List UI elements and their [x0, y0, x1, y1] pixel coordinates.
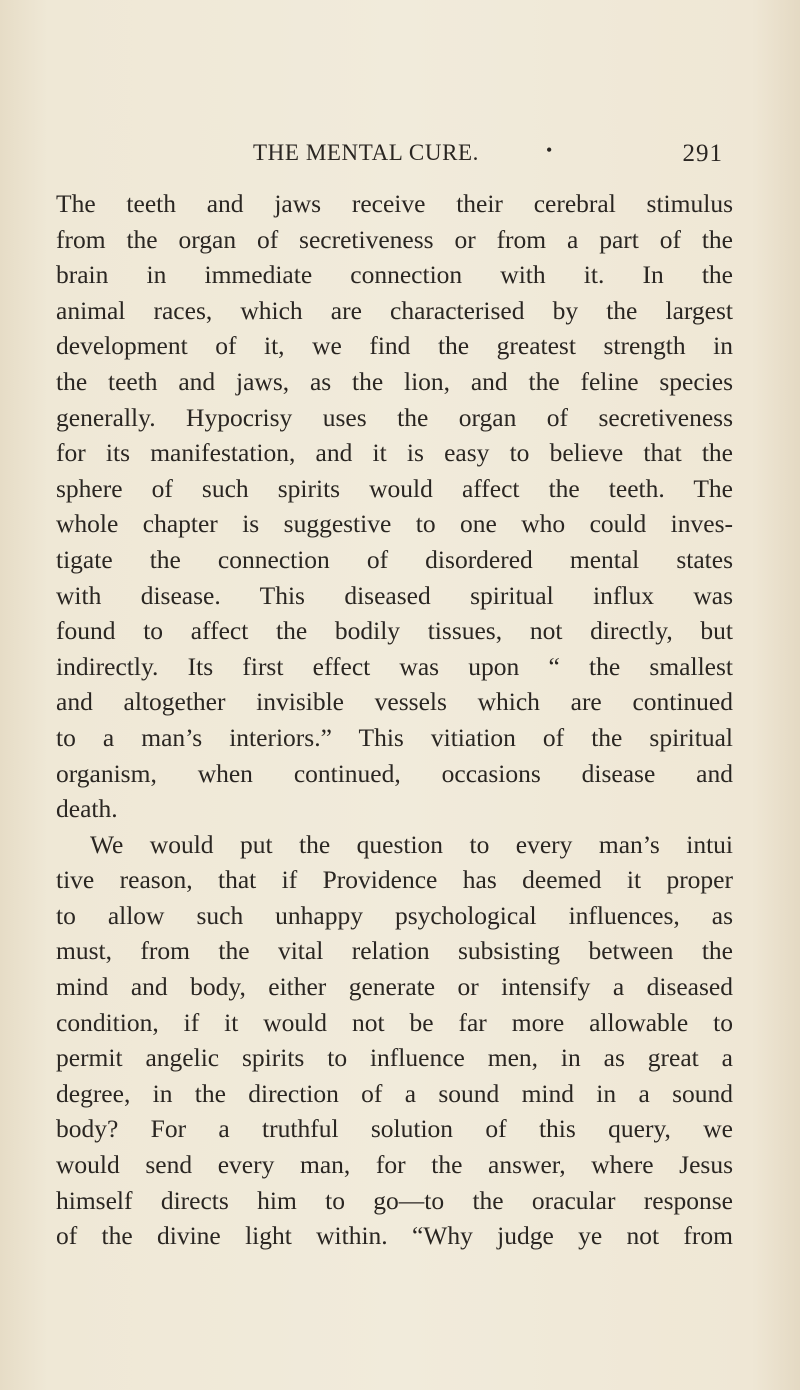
text-line: for its manifestation, and it is easy to believe that the	[56, 438, 733, 468]
text-line: brain in immediate connection with it. In the	[56, 260, 733, 290]
body-text	[56, 186, 733, 1254]
text-line: organism, when continued, occasions disease and	[56, 758, 733, 788]
text-line: must, from the vital relation subsisting between the	[56, 936, 733, 966]
text-line: tive reason, that if Providence has deemed it proper	[56, 865, 733, 895]
text-line: the teeth and jaws, as the lion, and the feline species	[56, 366, 733, 396]
text-line: generally. Hypocrisy uses the organ of secretiveness	[56, 402, 733, 432]
text-line: with disease. This diseased spiritual influx was	[56, 580, 733, 610]
text-line: tigate the connection of disordered mental states	[56, 544, 733, 574]
text-line: would send every man, for the answer, where Jesus	[56, 1150, 733, 1180]
text-line: development of it, we find the greatest strength in	[56, 331, 733, 361]
text-line: death.	[56, 794, 118, 824]
text-line: found to affect the bodily tissues, not directly, but	[56, 616, 733, 646]
text-line: degree, in the direction of a sound mind in a sound	[56, 1078, 733, 1108]
text-line: mind and body, either generate or intensify a diseased	[56, 972, 733, 1002]
text-line: condition, if it would not be far more allowable to	[56, 1007, 733, 1037]
paragraph-2	[56, 827, 733, 1254]
text-line: to a man’s interiors.” This vitiation of the spiritual	[56, 722, 733, 752]
text-line: animal races, which are characterised by the largest	[56, 295, 733, 325]
paragraph-1	[56, 186, 733, 827]
text-line: to allow such unhappy psychological influences, as	[56, 900, 733, 930]
text-line: whole chapter is suggestive to one who could inves-	[56, 509, 733, 539]
text-line: from the organ of secretiveness or from a part of the	[56, 224, 733, 254]
text-line: body? For a truthful solution of this query, we	[56, 1114, 733, 1144]
text-line: The teeth and jaws receive their cerebral stimulus	[56, 189, 733, 218]
page-number: 291	[682, 140, 723, 167]
text-line: We would put the question to every man’s intui	[90, 829, 733, 859]
running-head-separator: •	[546, 140, 553, 160]
running-head-title: THE MENTAL CURE.	[253, 140, 480, 165]
text-line: of the divine light within. “Why judge ye not from	[56, 1221, 733, 1251]
text-line: sphere of such spirits would affect the teeth. The	[56, 473, 733, 503]
text-line: permit angelic spirits to influence men, in as great a	[56, 1043, 733, 1073]
text-line: indirectly. Its first effect was upon “ the smallest	[56, 651, 733, 681]
running-head	[253, 140, 723, 170]
text-line: and altogether invisible vessels which are continued	[56, 687, 733, 717]
text-line: himself directs him to go—to the oracular response	[56, 1185, 733, 1215]
